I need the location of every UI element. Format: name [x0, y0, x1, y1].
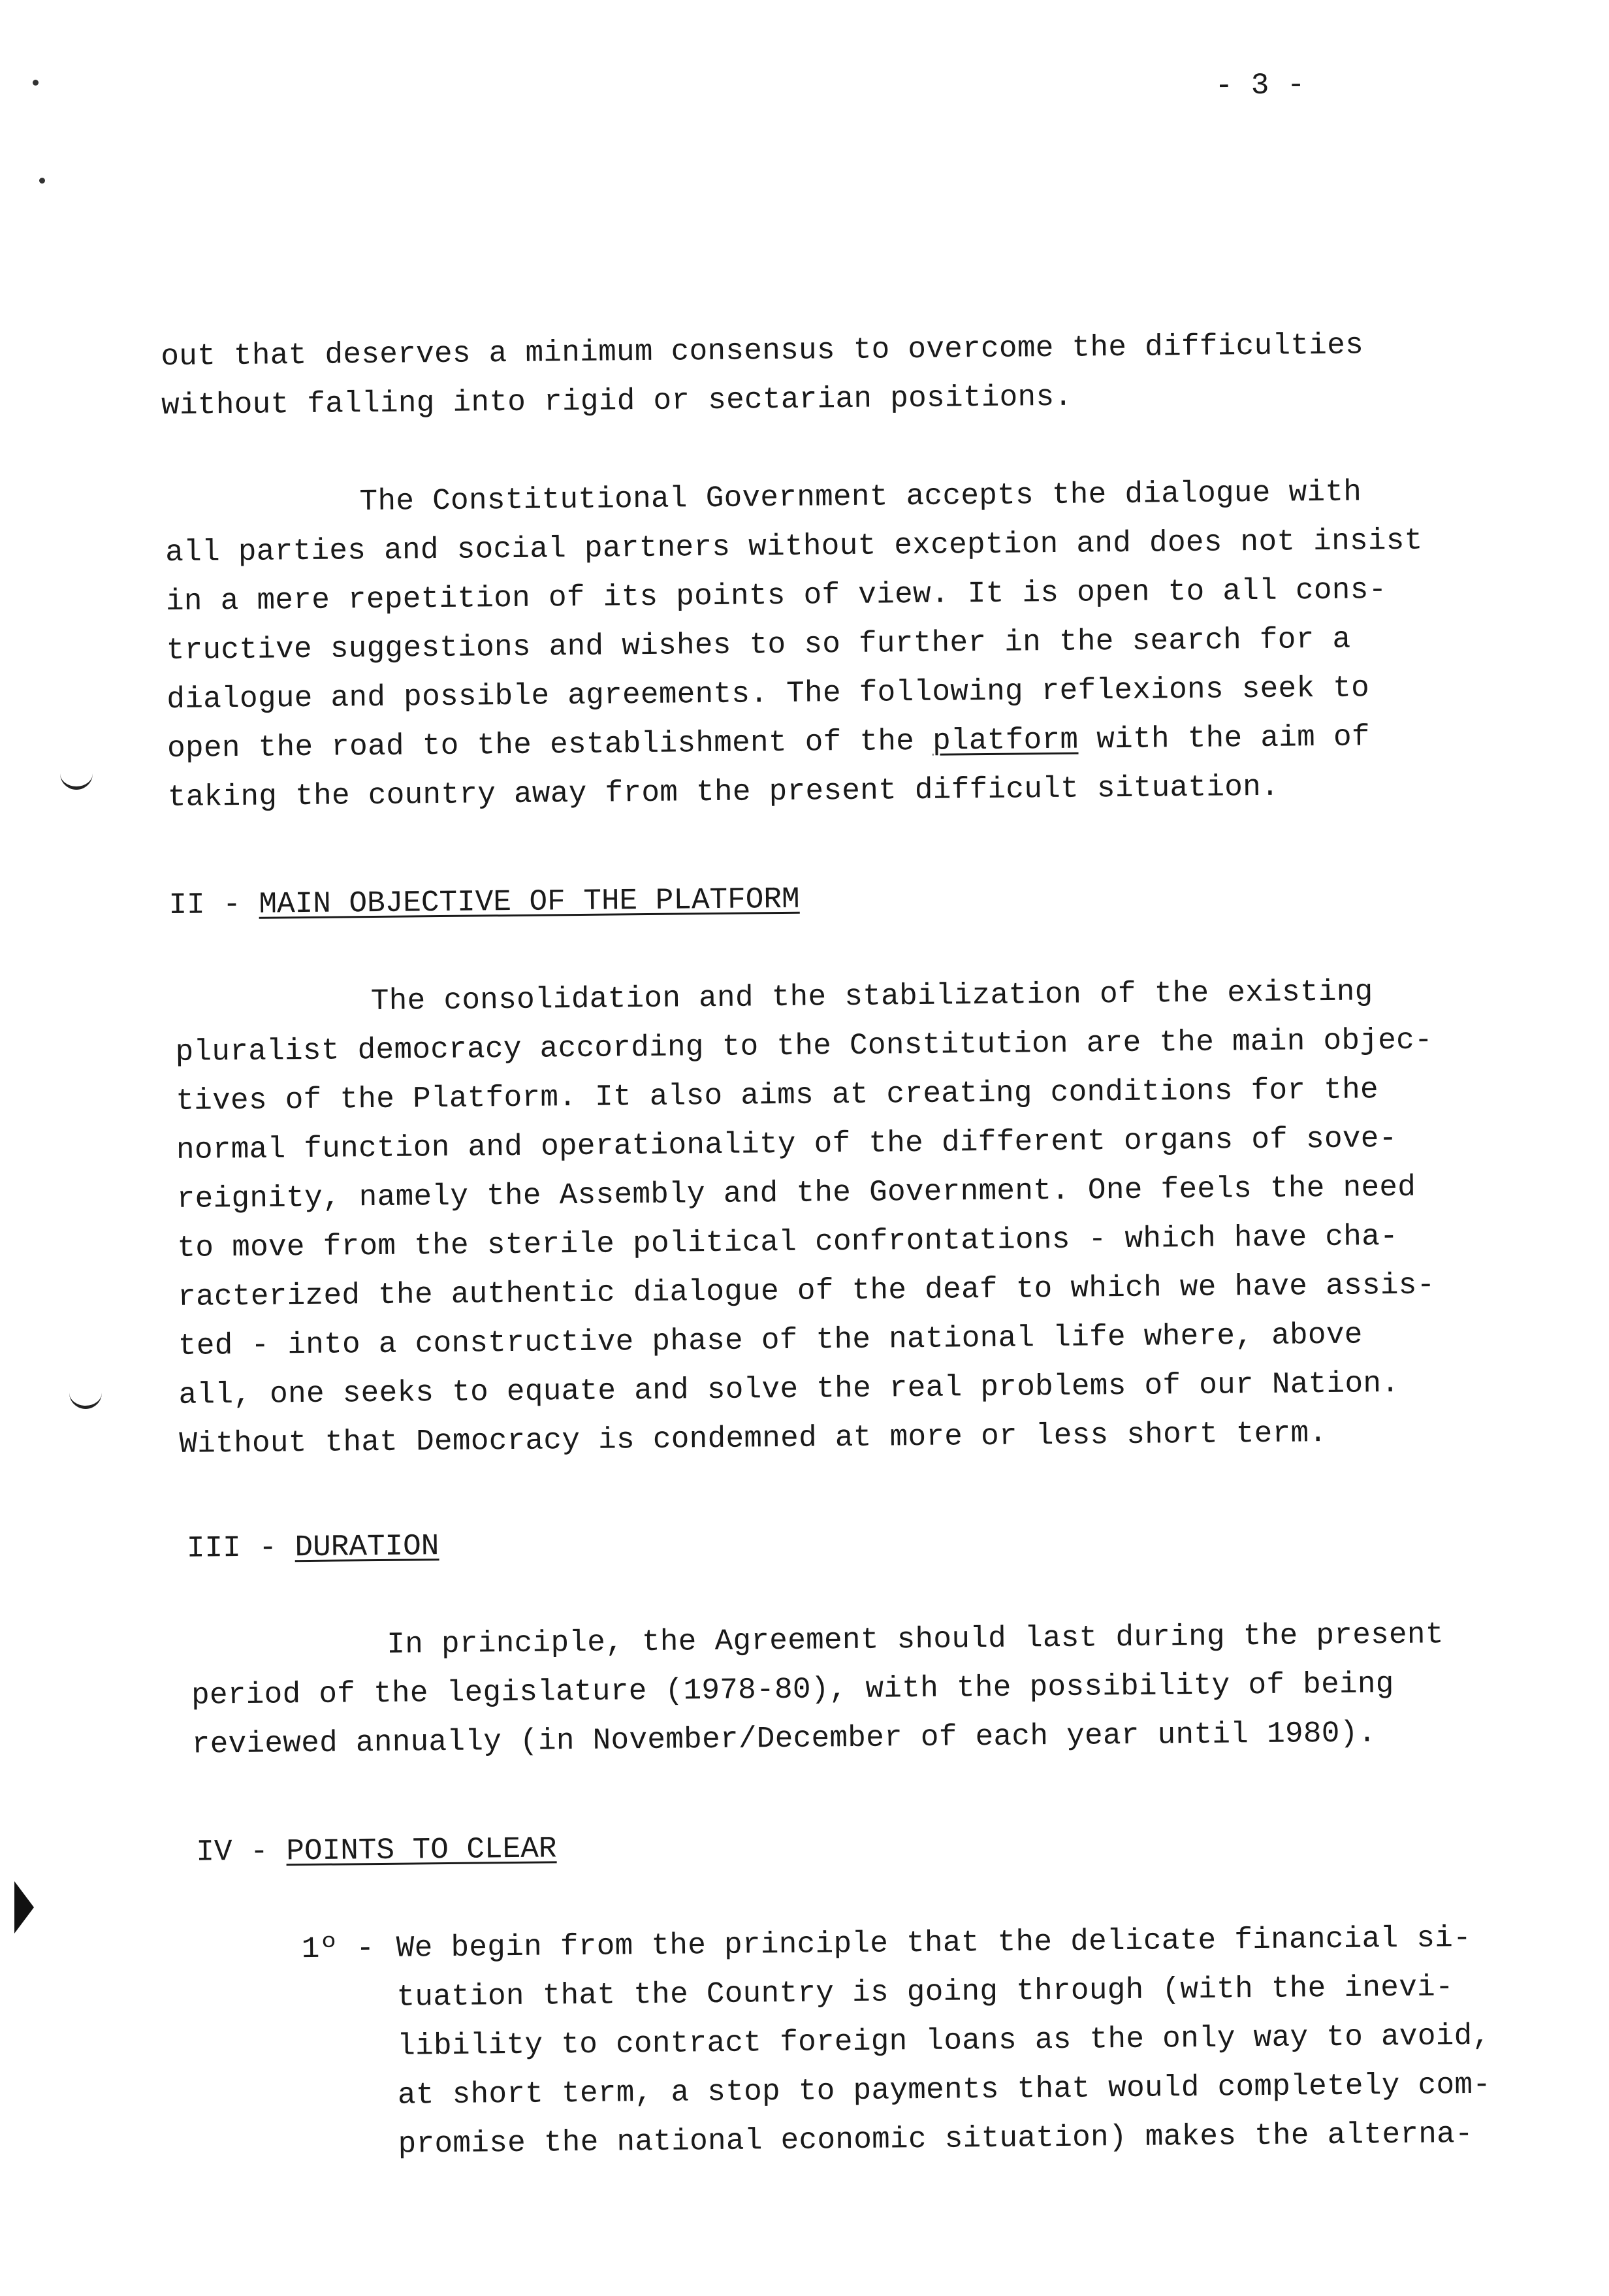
section-title: DURATION [295, 1529, 439, 1565]
section-number: IV - [196, 1834, 287, 1869]
text-line: all parties and social partners without exception and does not insist [165, 523, 1423, 570]
section-heading-ii [168, 875, 800, 930]
section-number: III - [186, 1530, 295, 1566]
list-item-line: libility to contract foreign loans as the only way to avoid, [396, 2018, 1491, 2063]
section-title: POINTS TO CLEAR [286, 1832, 557, 1869]
list-item-line: tuation that the Country is going through (with the inevi- [396, 1970, 1454, 2014]
text-segment: with the aim of [1078, 720, 1371, 757]
text-line: in a mere repetition of its points of view. It is open to all cons- [165, 573, 1387, 619]
underlined-word-platform: platform [932, 722, 1079, 758]
section-heading-iv [196, 1824, 557, 1877]
text-line: ted - into a constructive phase of the national life where, above [178, 1318, 1363, 1363]
text-line: The consolidation and the stabilization of the existing [370, 975, 1373, 1019]
scan-speck-icon [39, 178, 45, 184]
text-line: without falling into rigid or sectarian positions. [161, 380, 1073, 423]
text-line: tructive suggestions and wishes to so further in the search for a [166, 622, 1351, 668]
text-line: period of the legislature (1978-80), with the possibility of being [191, 1667, 1394, 1713]
list-item-line: promise the national economic situation) makes the alterna- [398, 2116, 1474, 2161]
text-line: reignity, namely the Assembly and the Government. One feels the need [176, 1170, 1416, 1216]
text-line: The Constitutional Government accepts the dialogue with [359, 475, 1362, 519]
text-line: racterized the authentic dialogue of the deaf to which we have assis- [177, 1268, 1435, 1314]
text-segment: open the road to the establishment of the [167, 724, 933, 766]
section-title: MAIN OBJECTIVE OF THE PLATFORM [259, 882, 800, 922]
page-number: - 3 - [1215, 68, 1305, 103]
text-line: tives of the Platform. It also aims at creating conditions for the [176, 1073, 1379, 1118]
section-heading-iii [187, 1522, 439, 1574]
text-line: reviewed annually (in November/December of each year until 1980). [191, 1716, 1377, 1762]
scan-speck-icon [33, 80, 39, 86]
text-line: pluralist democracy according to the Constitution are the main objec- [175, 1023, 1433, 1069]
text-line: In principle, the Agreement should last during the present [387, 1617, 1444, 1662]
punch-hole-mark-icon [14, 1881, 34, 1933]
text-line: to move from the sterile political confrontations - which have cha- [177, 1219, 1399, 1265]
text-line: all, one seeks to equate and solve the real problems of our Nation. [178, 1366, 1400, 1412]
list-item-line: at short term, a stop to payments that would completely com- [397, 2067, 1491, 2112]
section-number: II - [168, 887, 259, 923]
list-item-label: 1º - [301, 1931, 393, 1967]
text-line: taking the country away from the present difficult situation. [167, 769, 1280, 815]
text-line: dialogue and possible agreements. The following reflexions seek to [167, 671, 1370, 717]
text-line: out that deserves a minimum consensus to overcome the difficulties [161, 328, 1364, 374]
text-line: Without that Democracy is condemned at more or less short term. [179, 1416, 1328, 1461]
list-item-line: We begin from the principle that the delicate financial si- [396, 1920, 1472, 1965]
text-line: normal function and operationality of the different organs of sove- [176, 1121, 1397, 1167]
